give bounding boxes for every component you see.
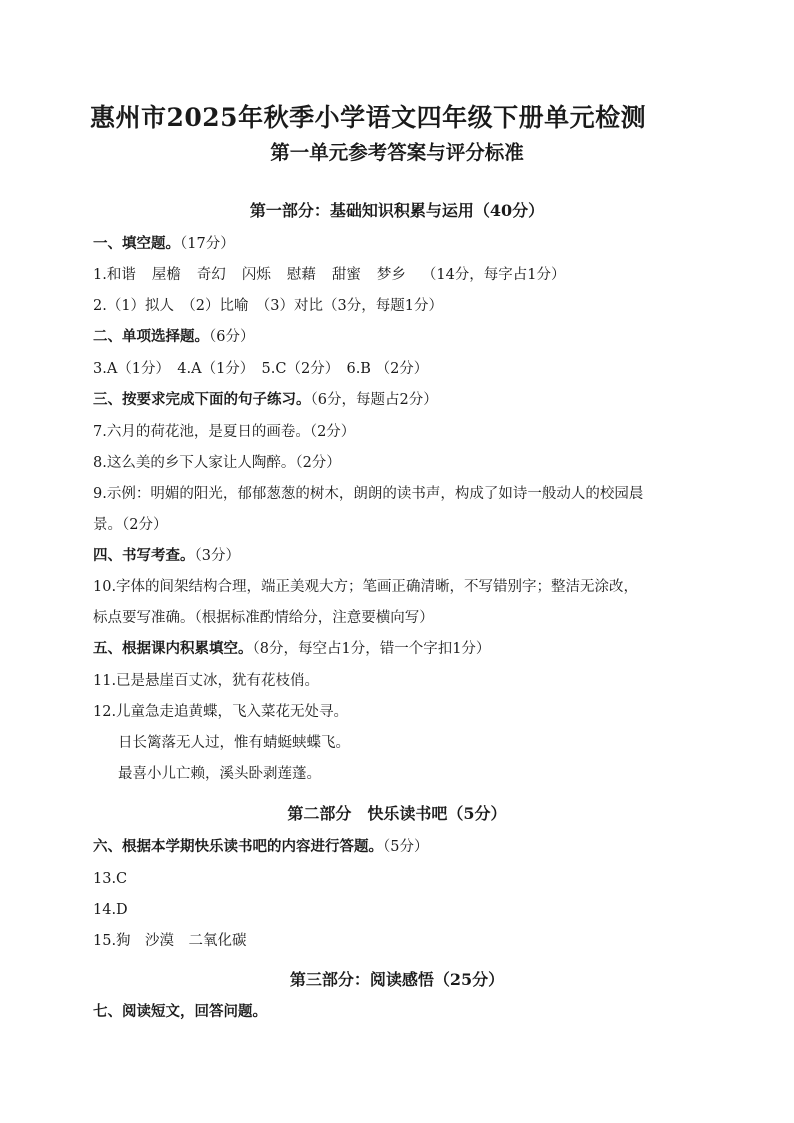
part1-heading: 第一部分：基础知识积累与运用（40分） xyxy=(249,201,545,220)
section5-label: 五、根据课内积累填空。 xyxy=(93,640,253,657)
section3-header xyxy=(93,391,438,409)
question-10-line1: 10.字体的间架结构合理，端正美观大方；笔画正确清晰，不写错别字；整洁无涂改， xyxy=(93,579,639,595)
q1-word: 和谐 xyxy=(106,267,136,283)
question-2: 2.（1）拟人 （2）比喻 （3）对比（3分，每题1分） xyxy=(93,298,443,314)
q1-word: 甜蜜 xyxy=(331,267,361,283)
section6-header xyxy=(93,838,428,856)
section5-header xyxy=(93,640,490,658)
question-11: 11.已是悬崖百丈冰，犹有花枝俏。 xyxy=(93,673,320,689)
question-7: 7.六月的荷花池，是夏日的画卷。（2分） xyxy=(93,424,356,440)
question-12-line3: 最喜小儿亡赖，溪头卧剥莲蓬。 xyxy=(118,766,321,782)
q1-word: 闪烁 xyxy=(241,267,271,283)
question-9-line2: 景。（2分） xyxy=(93,517,168,533)
part2-heading: 第二部分 快乐读书吧（5分） xyxy=(287,804,507,823)
section3-label: 三、按要求完成下面的句子练习。 xyxy=(93,391,311,408)
question-14: 14.D xyxy=(93,902,128,918)
section2-score: （6分） xyxy=(209,329,255,345)
section6-score: （5分） xyxy=(383,839,429,855)
section4-score: （3分） xyxy=(194,548,240,564)
question-15: 15.狗 沙漠 二氧化碳 xyxy=(93,933,247,949)
section2-header xyxy=(93,328,254,346)
section2-label: 二、单项选择题。 xyxy=(93,328,209,345)
q1-word: 屋檐 xyxy=(151,267,181,283)
question-12-line1: 12.儿童急走追黄蝶，飞入菜花无处寻。 xyxy=(93,704,349,720)
part3-heading: 第三部分：阅读感悟（25分） xyxy=(289,970,505,989)
question-12-line2: 日长篱落无人过，惟有蜻蜓蛱蝶飞。 xyxy=(118,735,350,751)
section1-score: （17分） xyxy=(180,236,235,252)
section4-header xyxy=(93,547,240,565)
section6-label: 六、根据本学期快乐读书吧的内容进行答题。 xyxy=(93,838,383,855)
section7-header xyxy=(93,1003,267,1021)
questions-3-6: 3.A（1分） 4.A（1分） 5.C（2分） 6.B （2分） xyxy=(93,361,429,377)
section3-score: （6分，每题占2分） xyxy=(310,392,438,408)
q1-word: 慰藉 xyxy=(286,267,316,283)
q1-word: 梦乡 xyxy=(376,267,406,283)
section7-label: 七、阅读短文，回答问题。 xyxy=(93,1003,267,1020)
document-title: 惠州市2025年秋季小学语文四年级下册单元检测 xyxy=(90,103,647,132)
question-9-line1: 9.示例：明媚的阳光，郁郁葱葱的树木，朗朗的读书声，构成了如诗一般动人的校园晨 xyxy=(93,486,644,502)
question-13: 13.C xyxy=(93,871,128,887)
section1-header xyxy=(93,235,235,253)
q1-prefix: 1. xyxy=(93,267,107,283)
question-8: 8.这么美的乡下人家让人陶醉。（2分） xyxy=(93,455,341,471)
section4-label: 四、书写考查。 xyxy=(93,547,195,564)
question-1 xyxy=(93,266,566,284)
q1-word: 奇幻 xyxy=(196,267,226,283)
question-10-line2: 标点要写准确。（根据标准酌情给分，注意要横向写） xyxy=(93,610,434,626)
section5-score: （8分，每空占1分，错一个字扣1分） xyxy=(252,641,491,657)
section1-label: 一、填空题。 xyxy=(93,235,180,252)
q1-note: （14分，每字占1分） xyxy=(421,267,566,283)
document-subtitle: 第一单元参考答案与评分标准 xyxy=(270,141,524,164)
